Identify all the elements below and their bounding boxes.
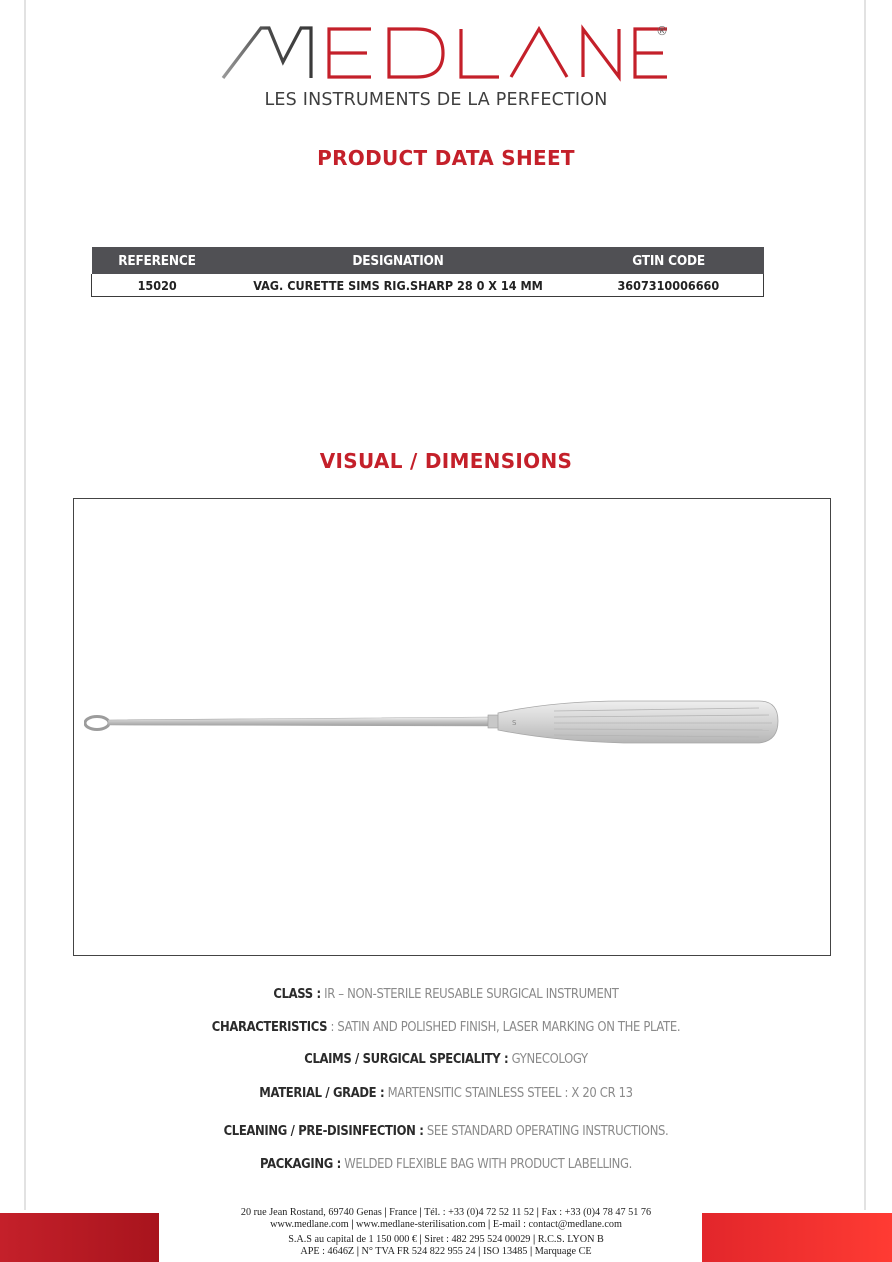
visual-dimensions-title: VISUAL / DIMENSIONS [319,449,573,473]
spec-characteristics [62,1019,829,1035]
spec-class-label: CLASS : [273,986,321,1002]
col-reference: REFERENCE [92,247,223,274]
spec-packaging-value: WELDED FLEXIBLE BAG WITH PRODUCT LABELLING. [340,1156,633,1172]
spec-cleaning-value: SEE STANDARD OPERATING INSTRUCTIONS. [423,1123,669,1139]
footer-separator: | [536,1207,539,1218]
footer-siret: Siret : 482 295 524 00029 [424,1234,531,1245]
spec-class-value: IR – NON-STERILE REUSABLE SURGICAL INSTRUMENT [320,986,619,1002]
table-header-row [92,247,764,274]
spec-claims-label: CLAIMS / SURGICAL SPECIALITY : [304,1051,509,1067]
cell-reference: 15020 [92,274,223,297]
spec-claims-value: GYNECOLOGY [508,1051,588,1067]
spec-material [62,1085,829,1101]
footer-address: 20 rue Jean Rostand, 69740 Genas [240,1207,382,1218]
footer-vat: N° TVA FR 524 822 955 24 [361,1246,476,1257]
footer-ce-marking: Marquage CE [534,1246,592,1257]
spec-material-label: MATERIAL / GRADE : [259,1085,385,1101]
footer-address-line [200,1207,692,1220]
footer-separator: | [356,1246,359,1257]
footer-capital: S.A.S au capital de 1 150 000 € [288,1234,417,1245]
footer-web-line [200,1219,692,1232]
cell-gtin: 3607310006660 [574,274,764,297]
curette-instrument-image [84,697,784,761]
footer-iso: ISO 13485 [482,1246,528,1257]
footer-rcs: R.C.S. LYON B [537,1234,604,1245]
spec-cleaning [62,1123,829,1139]
spec-class [62,986,829,1002]
footer-red-band-right [702,1213,892,1262]
brand-tagline: LES INSTRUMENTS DE LA PERFECTION [264,90,608,110]
footer-fax: Fax : +33 (0)4 78 47 51 76 [541,1207,652,1218]
spec-claims [62,1051,829,1067]
footer-ape: APE : 4646Z [300,1246,355,1257]
footer-separator: | [419,1234,422,1245]
footer-company-line [200,1234,692,1247]
footer-separator: | [529,1246,533,1257]
spec-characteristics-label: CHARACTERISTICS [211,1019,328,1035]
footer-separator: | [384,1207,387,1218]
cell-designation: VAG. CURETTE SIMS RIG.SHARP 28 0 X 14 MM [222,274,573,297]
product-visual-frame [73,498,831,956]
footer-separator: | [532,1234,536,1245]
footer-separator: | [488,1219,491,1230]
footer-country: France [389,1207,417,1218]
footer-website-link[interactable]: www.medlane.com [270,1219,349,1230]
spec-material-value: MARTENSITIC STAINLESS STEEL : X 20 CR 13 [384,1085,633,1101]
table-row [92,274,764,297]
footer-sterilisation-link[interactable]: www.medlane-sterilisation.com [356,1219,486,1230]
spec-characteristics-value: : SATIN AND POLISHED FINISH, LASER MARKING ON THE PLATE. [327,1019,681,1035]
col-gtin: GTIN CODE [574,247,764,274]
footer-legal-line [200,1246,692,1259]
footer-email-link[interactable]: E-mail : contact@medlane.com [492,1219,622,1230]
footer-phone: Tél. : +33 (0)4 72 52 11 52 [424,1207,535,1218]
footer-separator: | [478,1246,481,1257]
medlane-logo [221,22,671,82]
spec-cleaning-label: CLEANING / PRE-DISINFECTION : [223,1123,424,1139]
footer-separator: | [351,1219,354,1230]
svg-text:S: S [512,719,517,727]
spec-packaging-label: PACKAGING : [259,1156,341,1172]
registered-mark: ® [656,24,668,38]
col-designation: DESIGNATION [222,247,573,274]
footer-separator: | [419,1207,422,1218]
product-reference-table [91,247,764,297]
footer-red-band-left [0,1213,159,1262]
product-data-sheet-title: PRODUCT DATA SHEET [317,146,575,170]
spec-packaging [62,1156,829,1172]
